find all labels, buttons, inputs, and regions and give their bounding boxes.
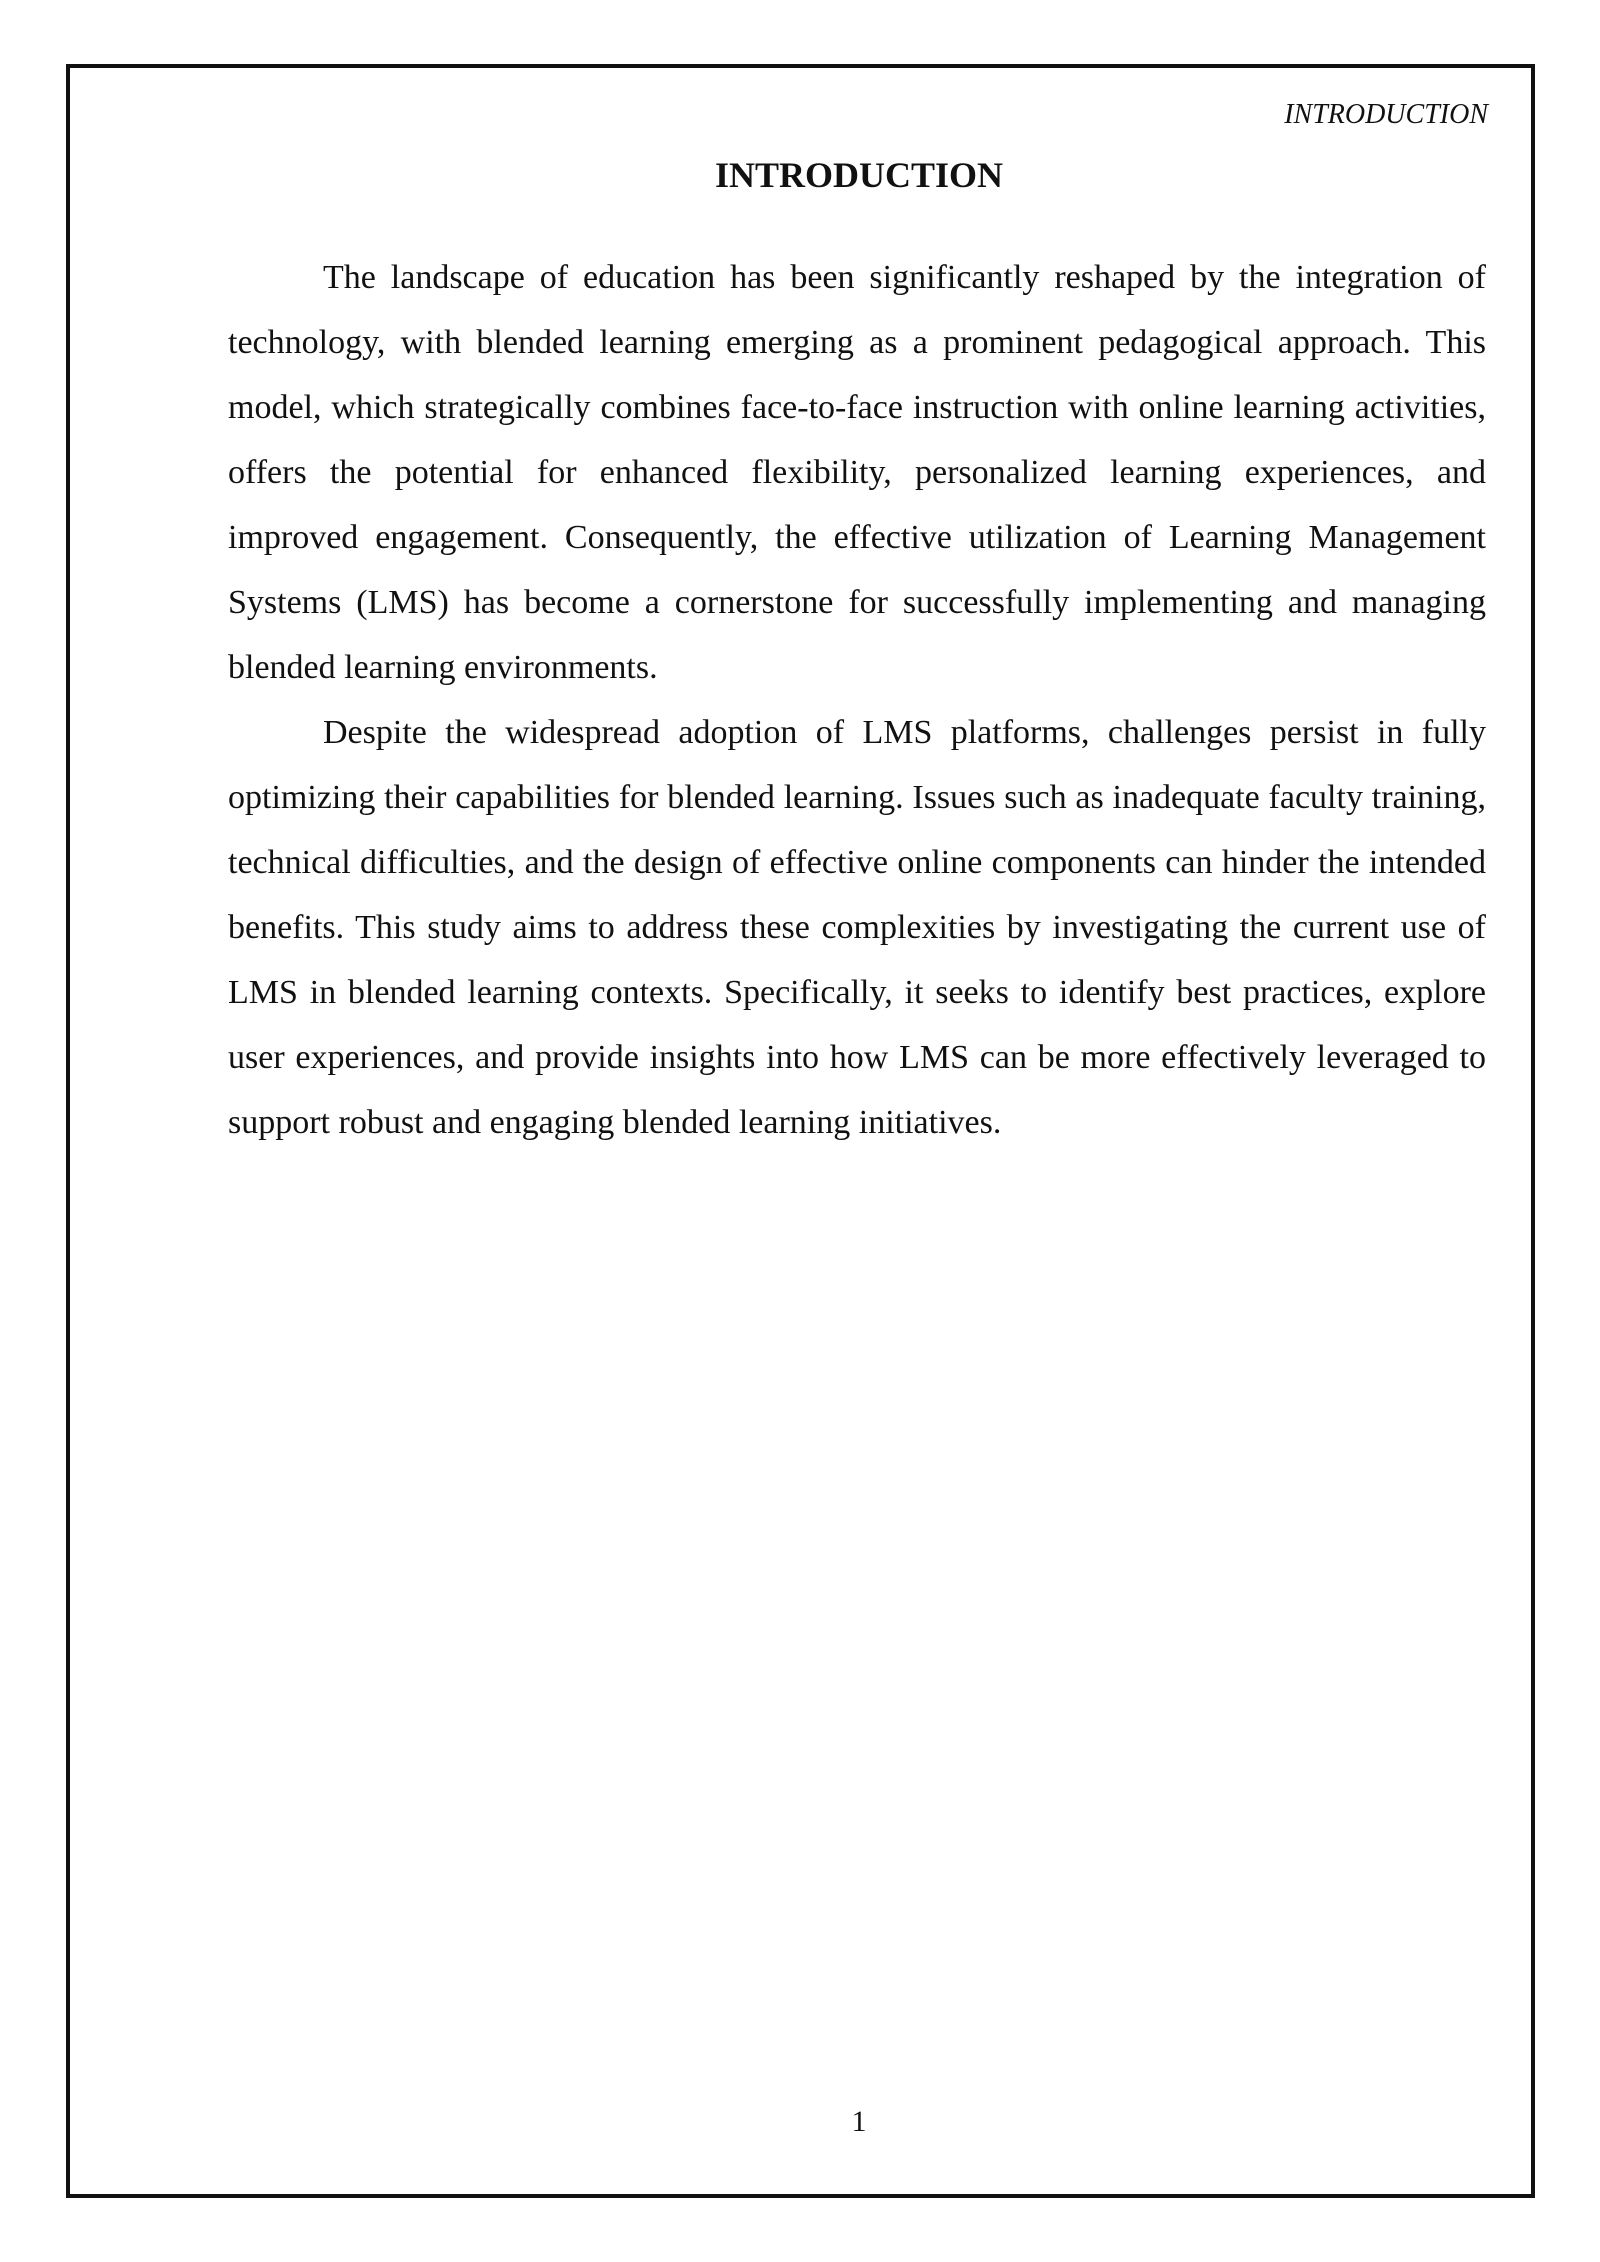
paragraph-1: The landscape of education has been significantly reshaped by the integration of technology, with blended learning emerging as a prominent pedagogical approach. This model, which strategically combines face-to-face instruction with online learning activities, offers the potential for enhanced flexibility, personalized learning experiences, and improved engagement. Consequently, the effective utilization of Learning Management Systems (LMS) has become a cornerstone for successfully implementing and managing blended learning environments.: [228, 259, 1486, 686]
page-title: INTRODUCTION: [714, 155, 1004, 195]
running-header: INTRODUCTION: [1284, 99, 1488, 130]
paragraph-2: Despite the widespread adoption of LMS platforms, challenges persist in fully optimizing their capabilities for blended learning. Issues such as inadequate faculty training, technical difficulties, and the design of effective online components can hinder the intended benefits. This study aims to address these complexities by investigating the current use of LMS in blended learning contexts. Specifically, it seeks to identify best practices, explore user experiences, and provide insights into how LMS can be more effectively leveraged to support robust and engaging blended learning initiatives.: [228, 714, 1486, 1141]
body-text: [228, 245, 1486, 1155]
page-number: 1: [851, 2105, 867, 2138]
